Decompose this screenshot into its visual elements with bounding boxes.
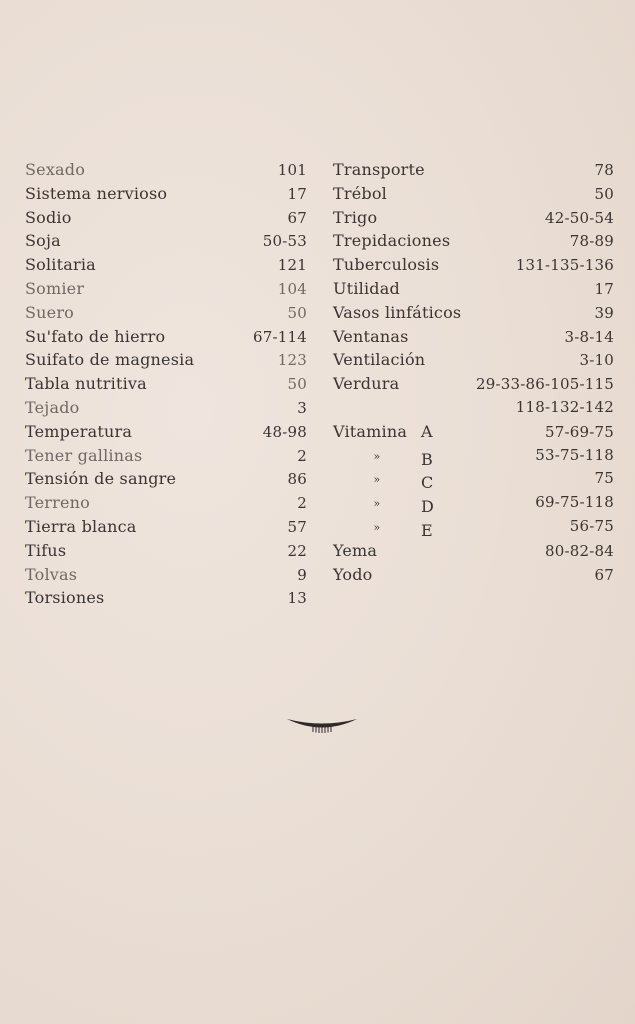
entry-pages: 53-75-118 <box>535 445 614 464</box>
entry-pages: 67-114 <box>253 327 307 346</box>
entry-term: Solitaria <box>25 255 96 275</box>
entry-term: Sexado <box>25 160 86 179</box>
entry-term: Yodo <box>333 564 373 584</box>
entry-term: Tolvas <box>25 564 78 584</box>
entry-pages: 131-135-136 <box>515 256 614 275</box>
vitamin-letter: B <box>421 449 433 469</box>
index-right-column <box>333 160 614 588</box>
entry-pages: 75 <box>594 469 614 488</box>
entry-term: Soja <box>25 231 61 251</box>
index-entry <box>25 279 307 303</box>
entry-pages: 56-75 <box>569 516 614 535</box>
entry-term: Suero <box>25 302 75 322</box>
entry-term: Tabla nutritiva <box>25 374 147 394</box>
vitamin-letter: A <box>421 421 433 441</box>
entry-term: Terreno <box>25 493 91 513</box>
end-ornament-icon <box>286 716 358 736</box>
index-entry <box>25 231 307 255</box>
entry-term: Yema <box>333 540 378 560</box>
entry-pages: 3-10 <box>579 351 614 370</box>
index-entry <box>25 374 307 398</box>
index-entry-continuation <box>333 398 614 422</box>
entry-term: Suifato de magnesia <box>25 350 195 370</box>
index-entry <box>333 374 614 398</box>
index-entry <box>333 541 614 565</box>
index-entry <box>333 350 614 374</box>
entry-pages: 22 <box>287 541 307 560</box>
entry-pages: 17 <box>594 279 614 298</box>
index-entry <box>25 160 307 184</box>
entry-term: Sodio <box>25 207 72 227</box>
entry-term: Tifus <box>25 540 67 560</box>
entry-pages: 50 <box>594 184 614 203</box>
entry-pages: 86 <box>287 470 307 489</box>
ditto-mark: » <box>373 520 381 534</box>
entry-pages: 67 <box>287 208 307 227</box>
entry-pages: 3 <box>297 398 307 417</box>
index-entry <box>25 446 307 470</box>
index-entry <box>333 208 614 232</box>
entry-term: Tensión de sangre <box>25 469 177 489</box>
index-entry <box>333 303 614 327</box>
vitamin-entry <box>333 493 614 517</box>
index-entry <box>25 255 307 279</box>
entry-term: Utilidad <box>333 278 400 298</box>
index-entry <box>333 327 614 351</box>
index-entry <box>25 327 307 351</box>
index-entry <box>25 208 307 232</box>
index-entry <box>25 517 307 541</box>
entry-term: Torsiones <box>25 588 105 608</box>
vitamin-entry <box>333 446 614 470</box>
entry-pages: 2 <box>297 446 307 465</box>
entry-pages: 101 <box>277 161 307 179</box>
entry-pages: 121 <box>277 256 307 275</box>
entry-pages: 78-89 <box>569 232 614 251</box>
entry-term: Verdura <box>333 374 400 394</box>
entry-pages: 48-98 <box>262 422 307 441</box>
index-entry <box>25 350 307 374</box>
entry-pages: 123 <box>277 351 307 370</box>
entry-term: Trigo <box>333 207 378 227</box>
index-entry <box>25 422 307 446</box>
entry-pages: 9 <box>297 565 307 584</box>
entry-pages: 67 <box>594 565 614 584</box>
index-entry <box>25 493 307 517</box>
vitamin-letter: E <box>421 520 433 540</box>
entry-pages: 50 <box>287 303 307 322</box>
entry-term: Tejado <box>25 397 80 417</box>
index-entry <box>333 231 614 255</box>
ditto-mark: » <box>373 473 381 487</box>
entry-pages: 80-82-84 <box>545 541 614 560</box>
entry-term: Ventanas <box>333 326 409 346</box>
entry-term: Vasos linfáticos <box>333 302 462 322</box>
index-entry <box>25 303 307 327</box>
entry-term: Trébol <box>333 183 387 203</box>
entry-pages: 50 <box>287 375 307 394</box>
entry-pages: 57 <box>287 517 307 536</box>
entry-pages: 69-75-118 <box>535 493 614 512</box>
index-entry <box>333 255 614 279</box>
vitamin-entry <box>333 517 614 541</box>
index-entry <box>333 279 614 303</box>
entry-pages: 118-132-142 <box>515 397 614 416</box>
entry-term: Ventilación <box>333 350 426 370</box>
index-entry <box>333 565 614 589</box>
entry-pages: 42-50-54 <box>545 208 614 227</box>
entry-pages: 17 <box>287 184 307 203</box>
entry-pages: 50-53 <box>262 232 307 251</box>
vitamin-letter: D <box>421 497 435 517</box>
entry-term: Tener gallinas <box>25 445 143 465</box>
ditto-mark: » <box>373 449 381 463</box>
entry-term: Temperatura <box>25 421 133 441</box>
entry-term: Tuberculosis <box>333 255 440 275</box>
index-entry <box>333 184 614 208</box>
entry-term: Transporte <box>333 160 425 179</box>
entry-pages: 39 <box>594 303 614 322</box>
index-entry <box>25 565 307 589</box>
entry-pages: 29-33-86-105-115 <box>476 375 614 394</box>
entry-pages: 57-69-75 <box>545 422 614 441</box>
vitamin-letter: C <box>421 473 434 493</box>
index-entry <box>25 184 307 208</box>
vitamin-label: Vitamina <box>333 421 408 441</box>
index-entry <box>25 398 307 422</box>
index-entry <box>333 160 614 184</box>
entry-pages: 104 <box>277 279 307 298</box>
index-entry <box>25 469 307 493</box>
index-entry <box>25 588 307 612</box>
index-left-column <box>25 160 307 612</box>
entry-pages: 2 <box>297 494 307 513</box>
entry-pages: 78 <box>594 161 614 179</box>
vitamin-entry <box>333 422 614 446</box>
entry-term: Sistema nervioso <box>25 183 168 203</box>
vitamin-entry <box>333 469 614 493</box>
entry-term: Tierra blanca <box>25 516 137 536</box>
entry-pages: 3-8-14 <box>564 327 614 346</box>
ditto-mark: » <box>373 497 381 511</box>
entry-term: Trepidaciones <box>333 231 451 251</box>
entry-term: Somier <box>25 278 85 298</box>
entry-pages: 13 <box>287 589 307 608</box>
index-entry <box>25 541 307 565</box>
entry-term: Su'fato de hierro <box>25 326 166 346</box>
